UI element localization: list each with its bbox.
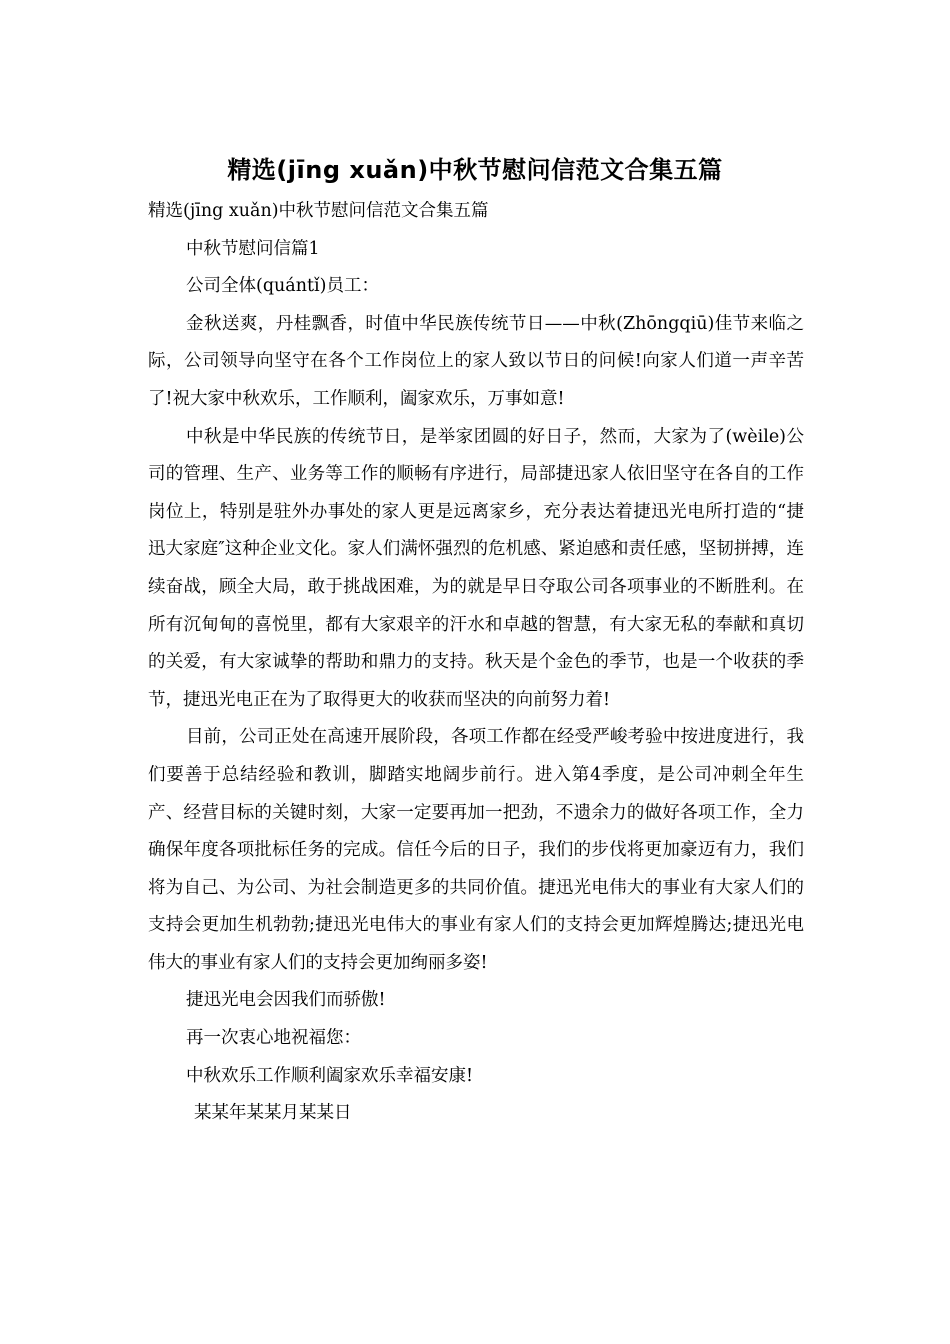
closing-line-2: 再一次衷心地祝福您：	[186, 1028, 361, 1049]
salutation: 公司全体(quántǐ)员工：	[186, 276, 379, 297]
document-body	[148, 193, 804, 1133]
closing-line-1: 捷迅光电会因我们而骄傲!	[186, 990, 386, 1011]
date-line: 某某年某某月某某日	[194, 1103, 352, 1124]
closing-line-3: 中秋欢乐工作顺利阖家欢乐幸福安康!	[186, 1065, 474, 1086]
paragraph-2: 中秋是中华民族的传统节日，是举家团圆的好日子，然而，大家为了(wèile)公司的管理、生产、业务等工作的顺畅有序进行，局部捷迅家人依旧坚守在各自的工作岗位上，特别是驻外办事处的家人更是远离家乡，充分表达着捷迅光电所打造的“捷迅大家庭″这种企业文化。家人们满怀强烈的危机感、紧迫感和责任感，坚韧拼搏，连续奋战，顾全大局，敢于挑战困难，为的就是早日夺取公司各项事业的不断胜利。在所有沉甸甸的喜悦里，都有大家艰辛的汗水和卓越的智慧，有大家无私的奉献和真切的关爱，有大家诚挚的帮助和鼎力的支持。秋天是个金色的季节，也是一个收获的季节，捷迅光电正在为了取得更大的收获而坚决的向前努力着!	[148, 426, 804, 710]
document-subtitle: 精选(jīng xuǎn)中秋节慰问信范文合集五篇	[148, 201, 489, 221]
paragraph-1: 金秋送爽，丹桂飘香，时值中华民族传统节日——中秋(Zhōngqiū)佳节来临之际，公司领导向坚守在各个工作岗位上的家人致以节日的问候!向家人们道一声辛苦了!祝大家中秋欢乐，工作顺利，阖家欢乐，万事如意!	[148, 313, 804, 409]
document-title: 精选(jīng xuǎn)中秋节慰问信范文合集五篇	[227, 156, 723, 184]
section-heading: 中秋节慰问信篇1	[186, 238, 320, 259]
paragraph-3: 目前，公司正处在高速开展阶段，各项工作都在经受严峻考验中按进度进行，我们要善于总结经验和教训，脚踏实地阔步前行。进入第4季度，是公司冲刺全年生产、经营目标的关键时刻，大家一定要再加一把劲，不遗余力的做好各项工作，全力确保年度各项批标任务的完成。信任今后的日子，我们的步伐将更加豪迈有力，我们将为自己、为公司、为社会制造更多的共同价值。捷迅光电伟大的事业有大家人们的支持会更加生机勃勃;捷迅光电伟大的事业有家人们的支持会更加辉煌腾达;捷迅光电伟大的事业有家人们的支持会更加绚丽多姿!	[148, 727, 804, 973]
